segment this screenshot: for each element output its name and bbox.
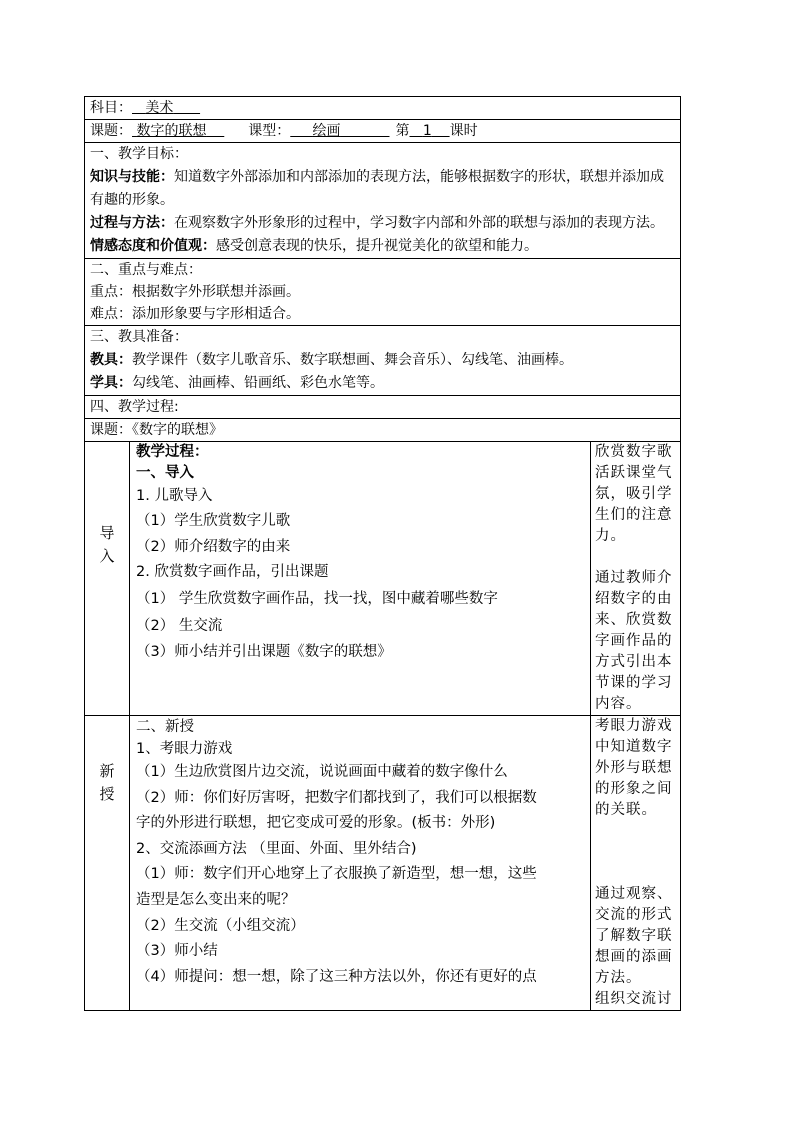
intro-note-1: 欣赏数字歌活跃课堂气氛，吸引学生们的注意力。	[595, 444, 673, 544]
intro-line: （1） 学生欣赏数字画作品，找一找，图中藏着哪些数字	[136, 591, 498, 608]
period-prefix: 第	[395, 123, 410, 139]
intro-side-cell	[85, 442, 130, 716]
intro-content	[130, 442, 591, 716]
intro-line: （3）师小结并引出课题《数字的联想》	[136, 644, 392, 661]
subject-row	[85, 97, 681, 120]
intro-line: （2）师介绍数字的由来	[136, 538, 291, 555]
intro-line: 教学过程：	[136, 444, 209, 460]
lesson-label: 课题：	[90, 123, 132, 139]
new-side-cell	[85, 716, 130, 1011]
new-line: 1、考眼力游戏	[136, 741, 233, 757]
goal-process: 过程与方法：在观察数字外形象形的过程中，学习数字内部和外部的联想与添加的表现方法。	[90, 215, 664, 231]
lesson-plan-table	[84, 96, 681, 1011]
goals-section	[85, 143, 681, 259]
keypoint-focus: 重点：根据数字外形联想并添画。	[90, 284, 300, 300]
new-line: 字的外形进行联想，把它变成可爱的形象。(板书：外形)	[136, 815, 496, 832]
intro-line: （2） 生交流	[136, 618, 223, 635]
period-suffix: 课时	[449, 123, 478, 139]
new-side-label: 新授	[99, 762, 115, 803]
intro-notes	[591, 442, 681, 716]
lesson-plan-page	[84, 96, 680, 1011]
goal-emotion: 情感态度和价值观：感受创意表现的快乐，提升视觉美化的欲望和能力。	[90, 238, 538, 254]
preparation-heading: 三、教具准备：	[90, 329, 188, 345]
preparation-section	[85, 326, 681, 396]
type-value: 绘画	[312, 123, 341, 139]
keypoint-difficulty: 难点：添加形象要与字形相适合。	[90, 306, 300, 322]
new-notes	[591, 716, 681, 1011]
intro-line: 2. 欣赏数字画作品，引出课题	[136, 563, 329, 580]
new-note-3: 组织交流讨	[595, 991, 673, 1007]
keypoints-heading: 二、重点与难点：	[90, 262, 202, 278]
lesson-value: 数字的联想	[136, 123, 207, 139]
goals-heading: 一、教学目标：	[90, 146, 188, 162]
new-note-1: 考眼力游戏中知道数字外形与联想的形象之间的关联。	[595, 718, 673, 818]
goal-knowledge: 知识与技能：知道数字外部添加和内部添加的表现方法，能够根据数字的形状，联想并添加成有趣的形象。	[90, 169, 664, 208]
intro-line: （1）学生欣赏数字儿歌	[136, 513, 291, 530]
new-line: （3）师小结	[136, 943, 218, 960]
intro-line: 1. 儿歌导入	[136, 488, 213, 504]
new-note-2: 通过观察、交流的形式了解数字联想画的添画方法。	[595, 886, 673, 986]
new-line: （1）师：数字们开心地穿上了衣服换了新造型，想一想，这些	[136, 866, 537, 883]
new-line: 2、交流添画方法 （里面、外面、里外结合)	[136, 840, 417, 857]
keypoints-section	[85, 259, 681, 326]
intro-side-label: 导入	[99, 524, 115, 565]
student-tools: 学具：勾线笔、油画棒、铅画纸、彩色水笔等。	[90, 375, 384, 391]
intro-line: 一、导入	[136, 465, 194, 481]
subject-value: 美术	[145, 100, 174, 116]
type-label: 课型：	[248, 123, 291, 139]
period-value: 1	[422, 123, 432, 139]
new-content	[130, 716, 591, 1011]
process-topic: 课题：《数字的联想》	[85, 419, 681, 442]
process-heading: 四、教学过程:	[85, 396, 681, 419]
teacher-tools: 教具：教学课件（数字儿歌音乐、数字联想画、舞会音乐）、勾线笔、油画棒。	[90, 352, 573, 368]
subject-label: 科目：	[90, 100, 132, 116]
new-line: 造型是怎么变出来的呢？	[136, 891, 296, 908]
intro-note-2: 通过教师介绍数字的由来、欣赏数字画作品的方式引出本节课的学习内容。	[595, 570, 673, 712]
new-line: （4）师提问：想一想，除了这三种方法以外，你还有更好的点	[136, 968, 537, 985]
new-line: 二、新授	[136, 719, 194, 735]
new-line: （1）生边欣赏图片边交流，说说画面中藏着的数字像什么	[136, 764, 508, 780]
new-line: （2）生交流（小组交流）	[136, 917, 305, 934]
lesson-row	[85, 120, 681, 143]
new-line: （2）师：你们好厉害呀，把数字们都找到了，我们可以根据数	[136, 789, 537, 806]
